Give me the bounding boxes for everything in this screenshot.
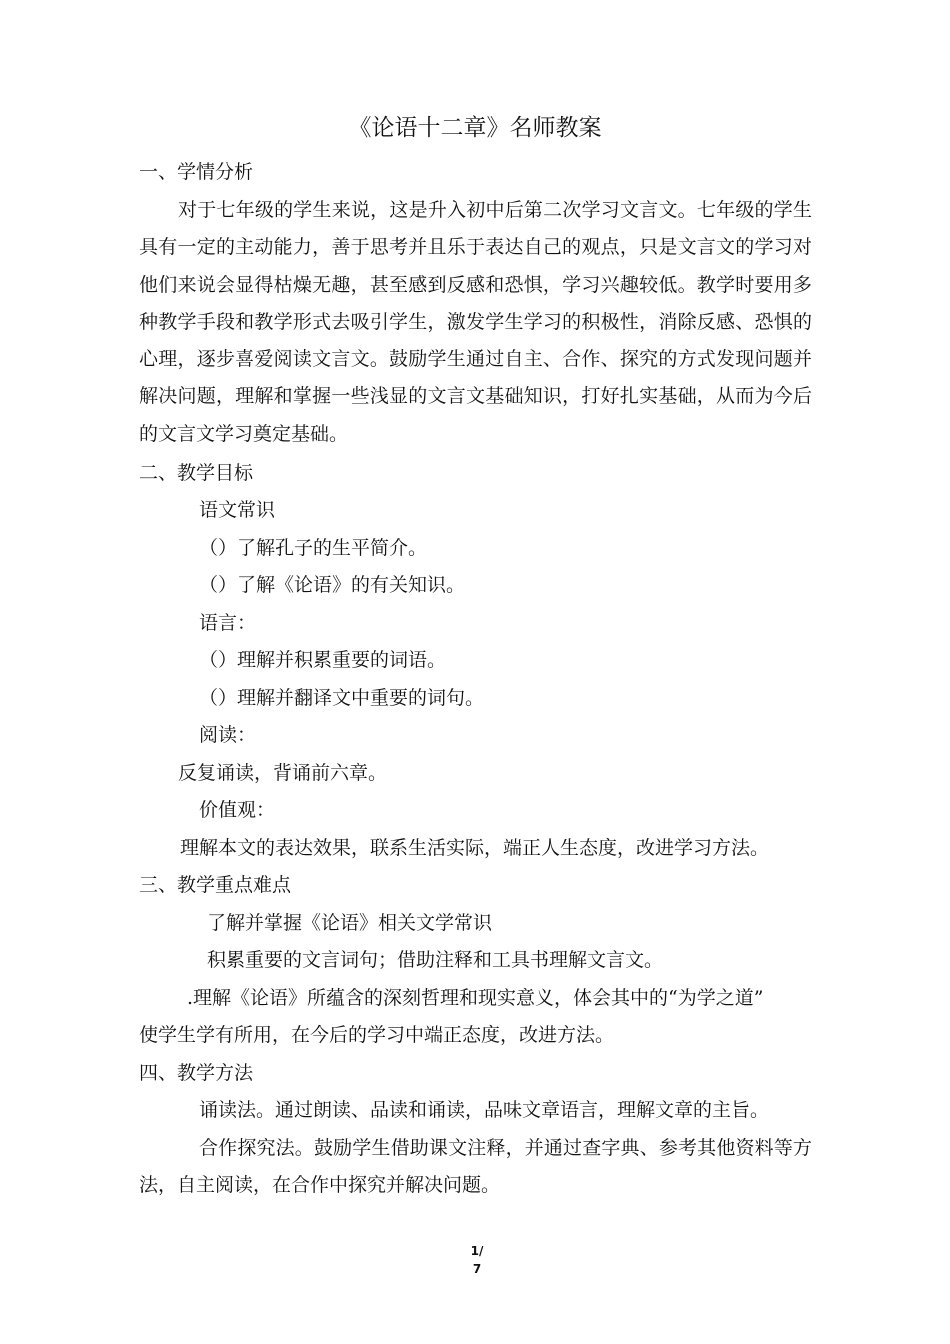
- section-heading-1: 一、学情分析: [139, 161, 254, 183]
- keypoint-line-1: 了解并掌握《论语》相关文学常识: [207, 912, 493, 934]
- objective-line-7: 阅读：: [199, 724, 257, 746]
- section-heading-3: 三、教学重点难点: [139, 874, 292, 896]
- objective-line-6: （）理解并翻译文中重要的词句。: [199, 687, 485, 709]
- method-paragraph: 合作探究法。鼓励学生借助课文注释，并通过查字典、参考其他资料等方法，自主阅读，在合作中探究并解决问题。: [139, 1137, 812, 1197]
- objective-line-2: （）了解孔子的生平简介。: [199, 537, 428, 559]
- page-number-top: 1/: [470, 1244, 484, 1258]
- objective-line-5: （）理解并积累重要的词语。: [199, 649, 447, 671]
- method-line-1: 诵读法。通过朗读、品读和诵读，品味文章语言，理解文章的主旨。: [199, 1099, 770, 1121]
- keypoint-line-4: 使学生学有所用，在今后的学习中端正态度，改进方法。: [139, 1024, 615, 1046]
- section-heading-2: 二、教学目标: [139, 462, 254, 484]
- objective-line-9: 价值观：: [199, 799, 276, 821]
- section-heading-4: 四、教学方法: [139, 1062, 254, 1084]
- objective-line-8: 反复诵读，背诵前六章。: [178, 762, 388, 784]
- objective-line-10: 理解本文的表达效果，联系生活实际，端正人生态度，改进学习方法。: [180, 837, 770, 859]
- objective-line-3: （）了解《论语》的有关知识。: [199, 574, 466, 596]
- keypoint-line-2: 积累重要的文言词句；借助注释和工具书理解文言文。: [207, 949, 664, 971]
- objective-line-4: 语言：: [199, 612, 257, 634]
- objective-line-1: 语文常识: [199, 499, 276, 521]
- section-1-paragraph: 对于七年级的学生来说，这是升入初中后第二次学习文言文。七年级的学生具有一定的主动能力，善于思考并且乐于表达自己的观点，只是文言文的学习对他们来说会显得枯燥无趣，甚至感到反感和恐惧，学习兴趣较低。教学时要用多种教学手段和教学形式去吸引学生，激发学生学习的积极性，消除反感、恐惧的心理，逐步喜爱阅读文言文。鼓励学生通过自主、合作、探究的方式发现问题并解决问题，理解和掌握一些浅显的文言文基础知识，打好扎实基础，从而为今后的文言文学习奠定基础。: [139, 199, 812, 445]
- document-title: 《论语十二章》名师教案: [348, 115, 602, 141]
- page-number-bottom: 7: [472, 1262, 482, 1276]
- keypoint-line-3: .理解《论语》所蕴含的深刻哲理和现实意义，体会其中的“为学之道”: [187, 987, 764, 1009]
